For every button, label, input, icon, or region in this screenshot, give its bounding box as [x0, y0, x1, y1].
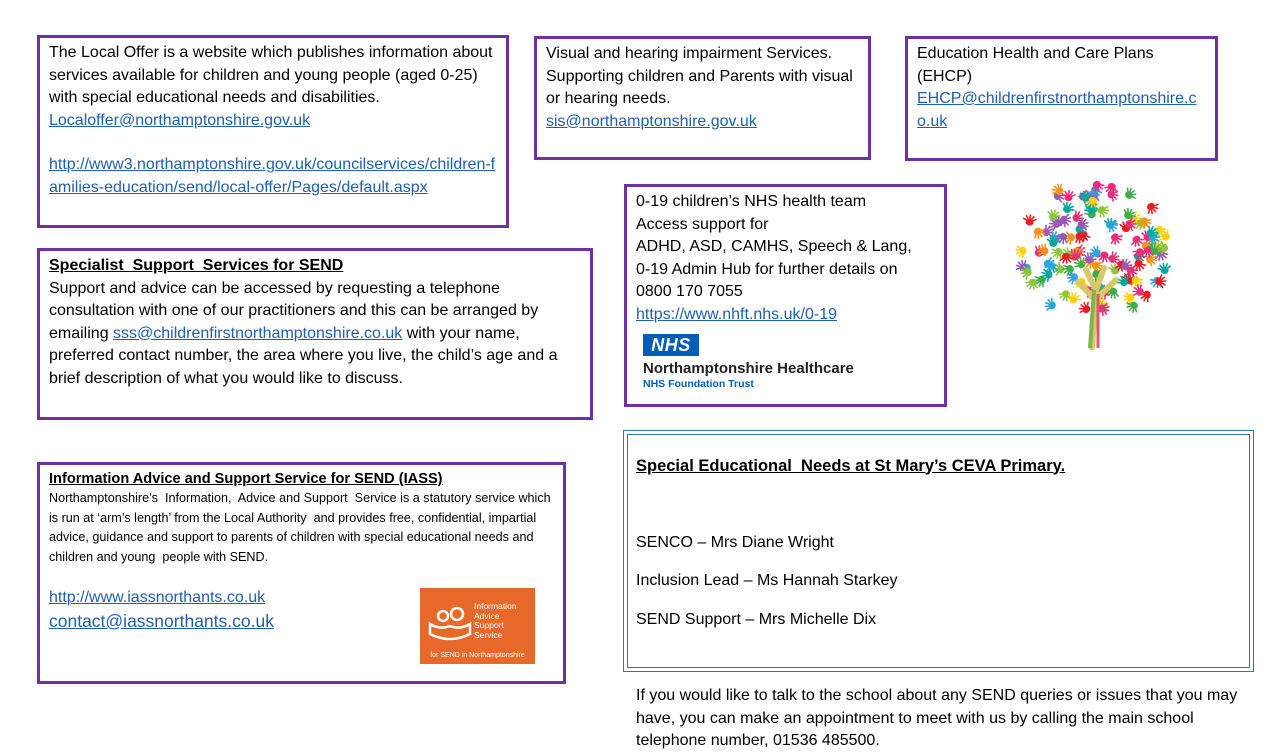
hand-print-mark: [1043, 297, 1057, 312]
ehcp-title: Education Health and Care Plans (EHCP): [917, 43, 1207, 88]
nhs-logo-name: Northamptonshire Healthcare: [643, 360, 936, 378]
st-marys-contact-text: If you would like to talk to the school about any SEND queries or issues that you may have, you can make an appointment to meet with us by calling the main school telephone number, 01536 485500.: [636, 685, 1241, 753]
local-offer-url-link[interactable]: http://www3.northamptonshire.gov.uk/councilservices/children-families-education/send/local-offer/Pages/default.aspx: [49, 156, 495, 196]
specialist-support-box: [37, 248, 593, 420]
st-marys-box: [623, 430, 1254, 672]
iass-logo-line1: Information: [474, 602, 517, 612]
send-support-line: SEND Support – Mrs Michelle Dix: [636, 609, 1241, 632]
hand-print-mark: [1157, 262, 1171, 275]
sss-email-link[interactable]: sss@childrenfirstnorthamptonshire.co.uk: [113, 325, 402, 342]
nhs-access-support: Access support for: [636, 214, 936, 237]
iass-heading: Information Advice and Support Service for SEND (IASS): [49, 469, 555, 489]
st-marys-heading: Special Educational Needs at St Mary’s CEVA Primary.: [636, 455, 1241, 478]
iass-logo-sub: for SEND in Northamptonshire: [420, 651, 535, 661]
nhs-health-team-box: [624, 184, 947, 407]
iass-text: Northamptonshire’s Information, Advice and Support Service is a statutory service which is run at ‘arm’s length’ from the Local Authority and provides free, confidential, impartial advice, guidance and support to parents of children with special educational needs and children and young people with SEND.: [49, 489, 555, 567]
specialist-support-heading: Specialist Support Services for SEND: [49, 255, 582, 278]
hands-tree-image: [1008, 170, 1183, 350]
local-offer-box: [37, 35, 509, 228]
local-offer-text: The Local Offer is a website which publishes information about services available for children and young people (aged 0-25) with special educational needs and disabilities.: [49, 42, 498, 110]
hand-print-mark: [1023, 214, 1036, 226]
ehcp-email-link[interactable]: EHCP@childrenfirstnorthamptonshire.co.uk: [917, 90, 1196, 130]
visual-hearing-description: Supporting children and Parents with visual or hearing needs.: [546, 66, 860, 111]
iass-logo-line4: Service: [474, 631, 517, 641]
nhs-phone-number: 0800 170 7055: [636, 281, 936, 304]
visual-hearing-email-link[interactable]: sis@northamptonshire.gov.uk: [546, 113, 757, 130]
visual-hearing-box: [534, 36, 871, 160]
iass-logo: [420, 588, 535, 664]
local-offer-email-link[interactable]: Localoffer@northamptonshire.gov.uk: [49, 112, 310, 129]
hand-print-mark: [1062, 190, 1075, 201]
iass-email-link[interactable]: contact@iassnorthants.co.uk: [49, 611, 274, 631]
nhs-services-list: ADHD, ASD, CAMHS, Speech & Lang,: [636, 236, 936, 259]
senco-line: SENCO – Mrs Diane Wright: [636, 532, 1241, 555]
specialist-support-text-after: with your name, preferred contact number, the area where you live, the child’s age and a brief description of what you would like to discuss.: [49, 325, 557, 387]
iass-logo-line3: Support: [474, 621, 517, 631]
hand-print-mark: [1095, 203, 1111, 219]
nhs-logo: [643, 334, 936, 391]
hand-print-mark: [1014, 243, 1029, 259]
inclusion-lead-line: Inclusion Lead – Ms Hannah Starkey: [636, 570, 1241, 593]
nhs-url-link[interactable]: https://www.nhft.nhs.uk/0-19: [636, 306, 837, 323]
hand-print-mark: [1060, 200, 1076, 215]
nhs-admin-hub: 0-19 Admin Hub for further details on: [636, 259, 936, 282]
hand-print-mark: [1122, 186, 1138, 202]
nhs-team-title: 0-19 children’s NHS health team: [636, 191, 936, 214]
hand-print-mark: [1144, 200, 1160, 216]
iass-url-link[interactable]: http://www.iassnorthants.co.uk: [49, 589, 265, 606]
iass-logo-line2: Advice: [474, 612, 517, 622]
iass-logo-icon: [426, 604, 474, 644]
specialist-support-text: [49, 278, 582, 391]
hand-print-mark: [1047, 236, 1061, 248]
specialist-support-text-before: Support and advice can be accessed by requesting a telephone consultation with one of our practitioners and this can be arranged by emailing: [49, 280, 538, 342]
visual-hearing-title: Visual and hearing impairment Services.: [546, 43, 860, 66]
nhs-logo-mark: NHS: [643, 334, 699, 356]
hand-print-mark: [1108, 231, 1124, 247]
nhs-logo-trust: NHS Foundation Trust: [643, 378, 936, 391]
ehcp-box: [905, 36, 1218, 161]
